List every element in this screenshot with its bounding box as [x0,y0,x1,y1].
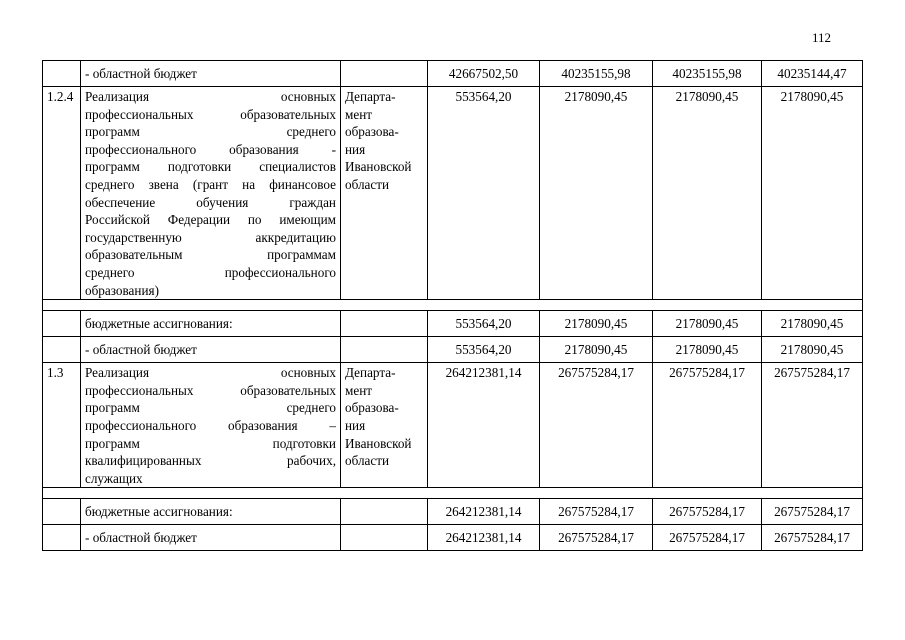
executor-line: ния [345,141,366,157]
row-code: 1.3 [43,363,81,488]
description-line: Российской Федерации по имеющим [85,212,336,228]
value-cell: 553564,20 [428,87,540,300]
row-executor-cell [341,499,428,525]
description-line: образования) [85,282,159,298]
table-row [43,499,863,525]
description-line: образовательным программам [85,247,336,263]
row-label: - областной бюджет [81,525,341,551]
value-cell: 267575284,17 [653,525,762,551]
page-number: 112 [812,30,832,45]
value-cell: 553564,20 [428,337,540,363]
row-label: бюджетные ассигнования: [81,311,341,337]
description-line: Реализация основных [85,365,336,381]
executor-line: Департа- [345,89,396,104]
row-description [81,363,341,488]
executor-line: области [345,453,390,469]
value-cell: 264212381,14 [428,525,540,551]
description-line: профессионального образования – [85,417,336,433]
value-cell: 2178090,45 [762,337,863,363]
executor-line: Департа- [345,365,396,381]
table-row [43,525,863,551]
value-cell: 267575284,17 [540,499,653,525]
table-row [43,337,863,363]
value-cell: 2178090,45 [653,87,762,300]
row-code-cell [43,499,81,525]
value-cell: 2178090,45 [762,87,863,300]
table-row [43,61,863,87]
value-cell: 264212381,14 [428,499,540,525]
row-executor [341,87,428,300]
row-code: 1.2.4 [43,87,81,300]
table-row [43,87,863,300]
description-line: Реализация основных [85,89,336,104]
description-line: квалифицированных рабочих, [85,453,336,469]
value-cell: 2178090,45 [540,311,653,337]
executor-line: области [345,176,390,192]
value-cell: 267575284,17 [762,525,863,551]
row-code-cell [43,311,81,337]
row-code-cell [43,61,81,87]
value-cell: 2178090,45 [540,337,653,363]
value-cell: 267575284,17 [653,363,762,488]
value-cell: 2178090,45 [762,311,863,337]
description-line: программ среднего [85,124,336,140]
row-executor-cell [341,61,428,87]
value-cell: 40235155,98 [540,61,653,87]
value-cell: 264212381,14 [428,363,540,488]
row-label: - областной бюджет [81,337,341,363]
row-executor [341,363,428,488]
value-cell: 2178090,45 [540,87,653,300]
row-executor-cell [341,525,428,551]
value-cell: 267575284,17 [540,363,653,488]
description-line: профессиональных образовательных [85,382,336,398]
row-label: - областной бюджет [81,61,341,87]
value-cell: 267575284,17 [540,525,653,551]
value-cell: 2178090,45 [653,337,762,363]
value-cell: 267575284,17 [762,363,863,488]
description-line: профессионального образования - [85,141,336,157]
row-code-cell [43,525,81,551]
value-cell: 40235144,47 [762,61,863,87]
executor-line: образова- [345,124,399,140]
value-cell: 42667502,50 [428,61,540,87]
description-line: обеспечение обучения граждан [85,194,336,210]
executor-line: Ивановской [345,435,412,451]
value-cell: 2178090,45 [653,311,762,337]
description-line: государственную аккредитацию [85,229,336,245]
executor-line: ния [345,417,366,433]
row-executor-cell [341,337,428,363]
row-description [81,87,341,300]
description-line: программ среднего [85,400,336,416]
row-code-cell [43,337,81,363]
description-line: профессиональных образовательных [85,106,336,122]
description-line: среднего звена (грант на финансовое [85,176,336,192]
value-cell: 267575284,17 [762,499,863,525]
executor-line: образова- [345,400,399,416]
table-row [43,363,863,488]
description-line: служащих [85,470,143,486]
description-line: программ подготовки специалистов [85,159,336,175]
budget-table [42,60,863,551]
value-cell: 553564,20 [428,311,540,337]
executor-line: мент [345,382,373,398]
row-label: бюджетные ассигнования: [81,499,341,525]
executor-line: Ивановской [345,159,412,175]
row-executor-cell [341,311,428,337]
value-cell: 267575284,17 [653,499,762,525]
executor-line: мент [345,106,373,122]
value-cell: 40235155,98 [653,61,762,87]
description-line: программ подготовки [85,435,336,451]
description-line: среднего профессионального [85,264,336,280]
table-row [43,311,863,337]
